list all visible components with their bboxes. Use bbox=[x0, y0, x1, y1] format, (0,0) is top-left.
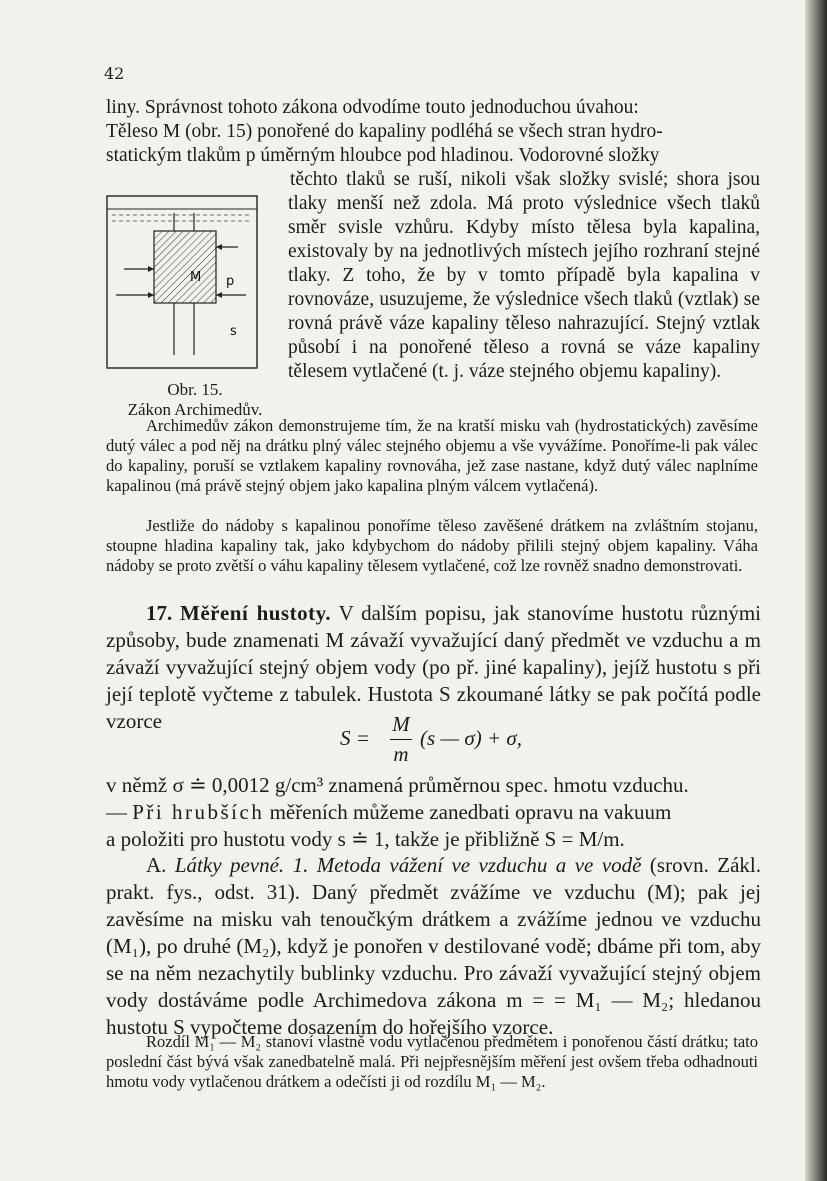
formula-lhs: S = bbox=[340, 726, 370, 750]
paragraph-small-2: Jestliže do nádoby s kapalinou ponoříme těleso zavěšené drátkem na zvláštním stojanu, stoupne hladina kapaliny tak, jako kdybychom do nádoby přilili stejný objem kapaliny. Váha nádoby se proto zvětší o váhu kapaliny tělesem vytlačené, což lze rovněž snadno demonstrovati. bbox=[106, 516, 758, 575]
paragraph-A bbox=[106, 852, 761, 1041]
section-title: Měření hustoty. bbox=[180, 601, 332, 625]
after-formula-line-2 bbox=[106, 799, 761, 826]
paragraph-after-formula bbox=[106, 772, 761, 853]
after-formula-line-3: a položiti pro hustotu vody s ≐ 1, takže je přibližně S = M/m. bbox=[106, 827, 625, 851]
section-body: V dalším popisu, jak stanovíme hustotu různými způsoby, bude znamenati M závaží vyvažující daný předmět ve vzduchu a m závaží vyvažující stejný objem vody (po př. jiné kapaliny), jejíž hustotu s při její teplotě vyčteme z tabulek. Hustota S zkoumané látky se pak počítá podle vzorce bbox=[106, 601, 761, 733]
figure-caption bbox=[100, 380, 290, 420]
caption-title: Zákon Archimedův. bbox=[127, 400, 263, 419]
paragraph-small-3: Rozdíl M₁ — M₂ stanoví vlastně vodu vytlačenou předmětem i ponořenou částí drátku; tato poslední část bývá však zanedbatelně malá. Při nejpřesnějším měření jest ovšem třeba odhadnouti hmotu vody vytlačenou drátkem a odečísti ji od rozdílu M₁ — M₂. bbox=[106, 1032, 758, 1091]
paragraph-small-1: Archimedův zákon demonstrujeme tím, že na kratší misku vah (hydrostatických) zavěsíme dutý válec a pod něj na drátku plný válec stejného objemu a vše vyvážíme. Ponoříme-li pak válec do kapaliny, poruší se vztlakem kapaliny rovnováha, jež zase nastane, když dutý válec naplníme kapalinou (má právě stejný objem jako kapalina plným válcem vytlačená). bbox=[106, 416, 758, 495]
paragraph-A-lead: A. bbox=[146, 853, 175, 877]
formula-fraction bbox=[390, 712, 412, 767]
archimedes-figure bbox=[106, 195, 258, 371]
paragraph-A-body: (srovn. Zákl. prakt. fys., odst. 31). Daný předmět zvážíme ve vzduchu (M); pak jej zavěsíme na misku vah tenoučkým drátkem a zvážíme jednou ve vzduchu (M₁), po druhé (M₂), když je ponořen v destilované vodě; dbáme při tom, aby se na něm nezachytily bublinky vzduchu. Pro závaží vyvažující stejný objem vody dostáváme podle Archimedova zákona m = = M₁ — M₂; hledanou hustotu S vypočteme dosazením do hořejšího vzorce. bbox=[106, 853, 761, 1039]
section-number: 17. bbox=[146, 601, 173, 625]
fraction-bar bbox=[390, 739, 412, 740]
intro-line-2: Těleso M (obr. 15) ponořené do kapaliny podléhá se všech stran hydro- bbox=[106, 121, 663, 142]
dash: — bbox=[106, 800, 133, 824]
submerged-body bbox=[154, 231, 216, 303]
formula-numerator: M bbox=[392, 712, 410, 736]
intro-line-3: statickým tlakům p úměrným hloubce pod hladinou. Vodorovné složky bbox=[106, 145, 660, 166]
paragraph-A-title: Látky pevné. 1. Metoda vážení ve vzduchu a ve vodě bbox=[174, 853, 642, 877]
label-p: p bbox=[226, 274, 235, 289]
after-formula-rest: měřeních můžeme zanedbati opravu na vakuum bbox=[264, 800, 672, 824]
caption-number: Obr. 15. bbox=[167, 380, 223, 399]
label-s: s bbox=[230, 324, 237, 339]
page-edge-shadow bbox=[805, 0, 827, 1181]
label-M: M bbox=[190, 270, 202, 285]
after-formula-line-1: v němž σ ≐ 0,0012 g/cm³ znamená průměrnou spec. hmotu vzduchu. bbox=[106, 773, 689, 797]
page-number: 42 bbox=[104, 64, 125, 83]
paragraph-intro bbox=[106, 96, 766, 168]
spaced-phrase: Při hrubších bbox=[132, 800, 265, 824]
formula-rhs: (s — σ) + σ, bbox=[420, 726, 522, 750]
intro-line-1: liny. Správnost tohoto zákona odvodíme touto jednoduchou úvahou: bbox=[106, 97, 639, 118]
formula-denominator: m bbox=[393, 742, 409, 766]
density-formula bbox=[340, 712, 590, 766]
paragraph-wrap: těchto tlaků se ruší, nikoli však složky svislé; shora jsou tlaky menší než zdola. Má proto výslednice všech tlaků směr svisle vzhůru. Kdyby místo tělesa byla kapalina, existovaly by na jednotlivých místech jejího rozhraní stejné tlaky. Z toho, že by v tomto případě byla kapalina v rovnováze, usuzujeme, že výslednice všech tlaků (vztlak) se rovná právě váze kapaliny těleso nahrazující. Stejný vztlak působí i na ponořené těleso a rovná se váze kapaliny tělesem vytlačené (t. j. váze stejného objemu kapaliny). bbox=[288, 169, 760, 382]
